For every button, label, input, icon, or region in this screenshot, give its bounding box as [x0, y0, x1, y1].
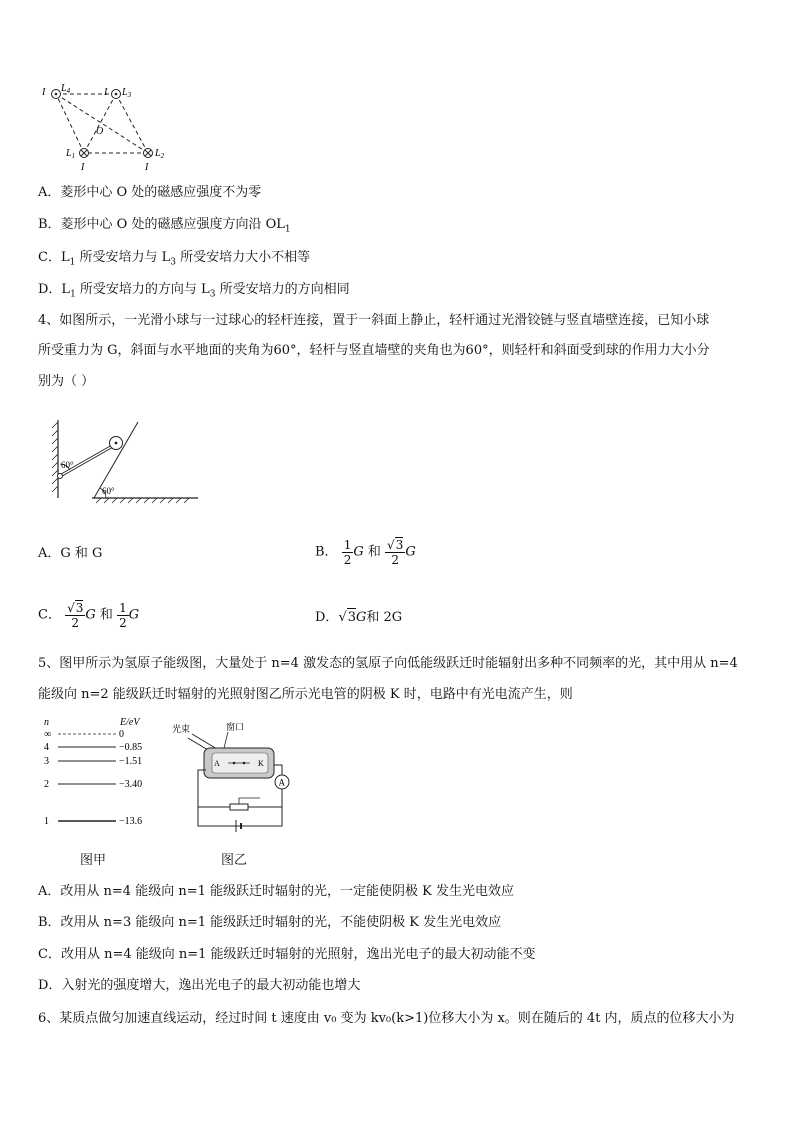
wall-hatching	[52, 422, 58, 492]
current-label: I	[145, 162, 149, 172]
fraction-sqrt3-half: $\frac{√3}{2}$	[387, 538, 404, 567]
level-n-label: 2	[44, 779, 49, 790]
ball-center	[115, 442, 118, 445]
q3-option-b: B．菱形中心 O 处的磁感应强度方向沿 $OL_1$	[38, 217, 291, 235]
level-n-label: 4	[44, 742, 49, 753]
window-label: 窗口	[226, 722, 245, 732]
levels-header-e: E/eV	[120, 717, 140, 728]
level-n-label: 1	[44, 816, 49, 827]
wire-label-l2: $L_2$	[155, 148, 165, 160]
phototube-circuit	[170, 720, 295, 832]
rhombus-diagonal	[56, 94, 148, 153]
window-pointer	[224, 732, 228, 748]
level-n-label: ∞	[44, 729, 52, 740]
q5-option-a: A．改用从 n=4 能级向 n=1 能级跃迁时辐射的光，一定能使阴极 K 发生光电效应	[38, 884, 514, 899]
q3-option-a: A．菱形中心 O 处的磁感应强度不为零	[38, 185, 262, 200]
circuit-wire	[274, 765, 282, 775]
q6-stem-line-1: 6、某质点做匀加速直线运动，经过时间 t 速度由 v₀ 变为 kv₀(k>1)位移大小为 x。则在随后的 4t 内，质点的位移大小为	[38, 1011, 735, 1026]
wire-out-dot	[55, 93, 58, 96]
cathode-label: K	[258, 759, 264, 768]
level-n-label: 3	[44, 756, 49, 767]
level-energy-label: −13.6	[119, 816, 143, 827]
wire-label-l4: $L_4$	[61, 83, 71, 95]
level-energy-label: −0.85	[119, 742, 143, 753]
rheostat-icon	[230, 804, 248, 810]
q5-option-b: B．改用从 n=3 能级向 n=1 能级跃迁时辐射的光，不能使阴极 K 发生光电效应	[38, 915, 502, 930]
rhombus-diagonal	[84, 94, 116, 153]
current-label: I	[81, 162, 85, 172]
fraction-sqrt3-half: $\frac{√3}{2}$	[67, 601, 84, 630]
energy-level-diagram	[38, 714, 163, 834]
rheostat-slider	[239, 798, 260, 804]
q5-stem-line-1: 5、图甲所示为氢原子能级图，大量处于 n=4 激发态的氢原子向低能级跃迁时能辐射出多种不同频率的光，其中用从 n=4	[38, 656, 738, 671]
q4-stem-line-2: 所受重力为 G，斜面与水平地面的夹角为60°，轻杆与竖直墙壁的夹角也为60°，则轻杆和斜面受到球的作用力大小分	[38, 343, 710, 358]
ammeter-label: A	[278, 777, 285, 788]
level-energy-label: 0	[119, 729, 124, 740]
q5-stem-line-2: 能级向 n=2 能级跃迁时辐射的光照射图乙所示光电管的阴极 K 时，电路中有光电流产生，则	[38, 687, 573, 702]
q4-option-c: C． $\frac{√3}{2}$ G 和 $\frac{1}{2}$ G	[38, 600, 140, 630]
q3-option-c: C．$L_1$ 所受安培力与 $L_3$ 所受安培力大小不相等	[38, 250, 311, 268]
electron	[233, 762, 236, 765]
rhombus-edge	[116, 94, 148, 153]
levels-header-n: n	[44, 717, 49, 728]
figure-label-b: 图乙	[221, 853, 248, 868]
level-energy-label: −3.40	[119, 779, 143, 790]
fraction-one-half: $\frac{1}{2}$	[343, 537, 352, 567]
hinge	[58, 474, 63, 479]
beam-label: 光束	[172, 724, 191, 734]
q3-option-d: D．$L_1$ 所受安培力的方向与 $L_3$ 所受安培力的方向相同	[38, 282, 350, 300]
incline	[94, 422, 138, 498]
angle-label-slope: 60°	[102, 486, 115, 496]
anode-label: A	[214, 759, 220, 768]
wire-label-l1: $L_1$	[66, 148, 76, 160]
q4-option-d: D．√3G和 2G	[315, 610, 403, 625]
ground-hatching	[96, 498, 189, 503]
ball-rod-slope-figure	[50, 418, 200, 504]
center-label-o: O	[96, 126, 104, 137]
q4-option-a: A．G 和 G	[38, 546, 103, 561]
fraction-one-half: $\frac{1}{2}$	[119, 600, 127, 630]
rhombus-wires-figure	[38, 80, 178, 172]
level-energy-label: −1.51	[119, 756, 143, 767]
wire-out-dot	[115, 93, 118, 96]
figure-label-a: 图甲	[80, 853, 107, 868]
q5-option-d: D．入射光的强度增大，逸出光电子的最大初动能也增大	[38, 978, 361, 993]
electron	[243, 762, 246, 765]
q4-option-b: B． $\frac{1}{2}$ G 和 $\frac{√3}{2}$ G	[315, 537, 416, 567]
q4-stem-line-1: 4、如图所示，一光滑小球与一过球心的轻杆连接，置于一斜面上静止，轻杆通过光滑铰链与竖直墙壁连接，已知小球	[38, 313, 710, 328]
current-label: I	[42, 87, 46, 98]
current-label: I	[104, 87, 108, 98]
wire-label-l3: $L_3$	[122, 87, 132, 99]
q4-stem-line-3: 别为（ ）	[38, 374, 95, 389]
q5-option-c: C．改用从 n=4 能级向 n=1 能级跃迁时辐射的光照射，逸出光电子的最大初动能不变	[38, 947, 536, 962]
angle-label-wall: 60°	[61, 460, 74, 470]
